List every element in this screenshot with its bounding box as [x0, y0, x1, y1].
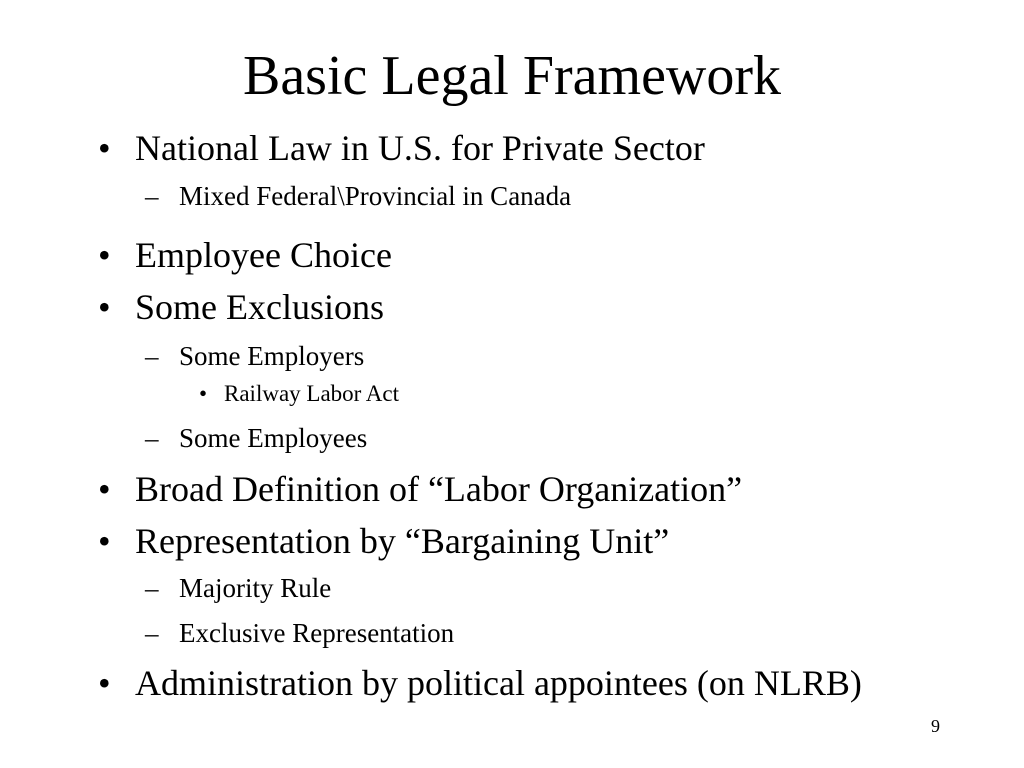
bullet-administration	[98, 663, 862, 703]
page-number: 9	[931, 716, 940, 736]
bullet-marker: •	[98, 128, 111, 168]
bullet-text: Exclusive Representation	[179, 618, 455, 648]
subbullet-some-employers	[145, 340, 365, 372]
dash-marker: –	[145, 423, 159, 453]
bullet-text: Majority Rule	[179, 573, 332, 603]
bullet-employee-choice	[98, 235, 392, 275]
bullet-marker: •	[98, 663, 111, 703]
bullet-text: Some Exclusions	[135, 287, 384, 327]
bullet-text: Representation by “Bargaining Unit”	[135, 521, 670, 561]
subsubbullet-railway-labor-act	[199, 380, 400, 408]
slide-title: Basic Legal Framework	[242, 45, 782, 107]
dash-marker: –	[145, 573, 159, 603]
dash-marker: –	[145, 341, 159, 371]
bullet-text: Some Employees	[179, 423, 368, 453]
bullet-text: Employee Choice	[135, 235, 392, 275]
dash-marker: –	[145, 181, 159, 211]
bullet-representation	[98, 521, 670, 561]
subbullet-exclusive-representation	[145, 617, 455, 649]
subbullet-some-employees	[145, 422, 368, 454]
subbullet-majority-rule	[145, 572, 332, 604]
bullet-broad-definition	[98, 469, 743, 509]
bullet-marker: •	[98, 235, 111, 275]
bullet-national-law	[98, 128, 705, 168]
bullet-marker: •	[98, 469, 111, 509]
bullet-some-exclusions	[98, 287, 384, 327]
bullet-marker: •	[98, 287, 111, 327]
bullet-text: Mixed Federal\Provincial in Canada	[179, 181, 572, 211]
bullet-text: Some Employers	[179, 341, 365, 371]
bullet-text: Railway Labor Act	[224, 381, 400, 406]
bullet-text: Broad Definition of “Labor Organization”	[135, 469, 743, 509]
subbullet-mixed-federal	[145, 180, 572, 212]
bullet-marker: •	[98, 521, 111, 561]
dash-marker: –	[145, 618, 159, 648]
bullet-marker: •	[199, 381, 208, 406]
bullet-text: National Law in U.S. for Private Sector	[135, 128, 705, 168]
bullet-text: Administration by political appointees (on NLRB)	[135, 663, 862, 703]
